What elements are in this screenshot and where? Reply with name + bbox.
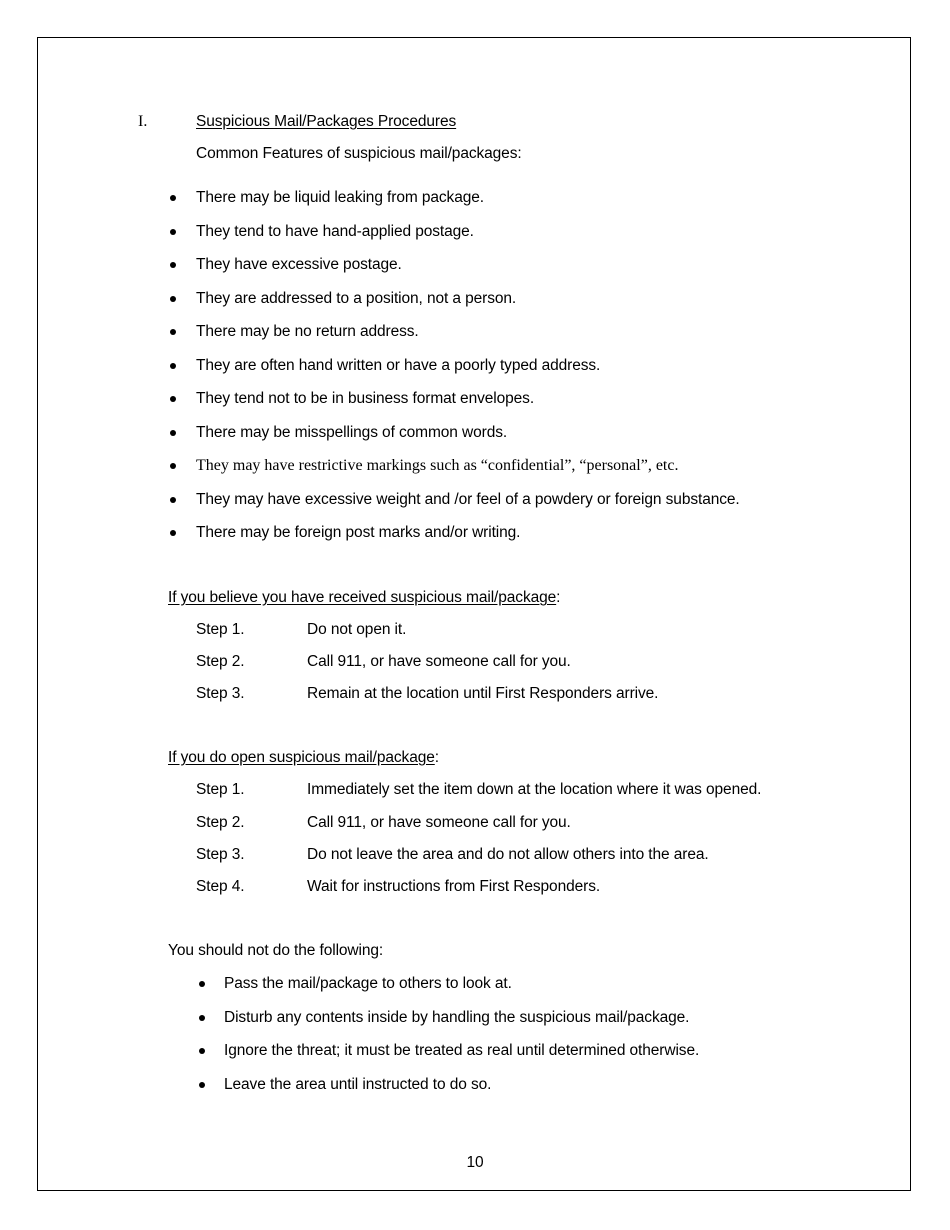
dont-text: Disturb any contents inside by handling the suspicious mail/package. (224, 1009, 690, 1026)
dont-text: Pass the mail/package to others to look at. (224, 975, 512, 992)
step-label: Step 4. (196, 878, 245, 895)
feature-text: There may be no return address. (196, 323, 419, 340)
step-text: Remain at the location until First Responders arrive. (307, 685, 659, 702)
bullet-icon (170, 396, 176, 402)
bullet-icon (199, 981, 205, 987)
step-text: Immediately set the item down at the location where it was opened. (307, 781, 762, 798)
bullet-icon (170, 229, 176, 235)
bullet-icon (199, 1082, 205, 1088)
section-intro: Common Features of suspicious mail/packages: (196, 145, 522, 162)
opened-heading-text: If you do open suspicious mail/package (168, 749, 435, 766)
bullet-icon (170, 329, 176, 335)
feature-text: They are often hand written or have a poorly typed address. (196, 357, 601, 374)
feature-text: They have excessive postage. (196, 256, 402, 273)
bullet-icon (170, 195, 176, 201)
step-text: Call 911, or have someone call for you. (307, 653, 571, 670)
feature-text: They are addressed to a position, not a person. (196, 290, 517, 307)
bullet-icon (199, 1015, 205, 1021)
bullet-icon (170, 363, 176, 369)
dont-text: Ignore the threat; it must be treated as real until determined otherwise. (224, 1042, 700, 1059)
page-number: 10 (466, 1154, 484, 1171)
bullet-icon (170, 430, 176, 436)
step-label: Step 2. (196, 653, 245, 670)
received-heading-text: If you believe you have received suspicious mail/package (168, 589, 557, 606)
opened-heading (168, 748, 439, 768)
section-title: Suspicious Mail/Packages Procedures (196, 113, 457, 130)
feature-text: They tend not to be in business format envelopes. (196, 390, 535, 407)
step-text: Call 911, or have someone call for you. (307, 814, 571, 831)
section-number: I. (138, 113, 148, 130)
received-heading-colon: : (556, 589, 561, 606)
received-heading (168, 588, 560, 608)
step-label: Step 3. (196, 685, 245, 702)
donts-heading: You should not do the following: (168, 942, 384, 959)
bullet-icon (170, 530, 176, 536)
step-label: Step 1. (196, 621, 245, 638)
bullet-icon (199, 1048, 205, 1054)
opened-heading-colon: : (434, 749, 439, 766)
feature-text: There may be liquid leaking from package. (196, 189, 484, 206)
bullet-icon (170, 296, 176, 302)
step-label: Step 3. (196, 846, 245, 863)
step-text: Do not leave the area and do not allow others into the area. (307, 846, 709, 863)
step-label: Step 2. (196, 814, 245, 831)
dont-text: Leave the area until instructed to do so. (224, 1076, 492, 1093)
bullet-icon (170, 497, 176, 503)
step-text: Wait for instructions from First Responders. (307, 878, 601, 895)
feature-text: There may be foreign post marks and/or writing. (196, 524, 521, 541)
bullet-icon (170, 262, 176, 268)
feature-text: There may be misspellings of common words. (196, 424, 508, 441)
feature-text: They tend to have hand-applied postage. (196, 223, 474, 240)
bullet-icon (170, 463, 176, 469)
feature-text: They may have restrictive markings such as “confidential”, “personal”, etc. (196, 457, 679, 474)
step-text: Do not open it. (307, 621, 407, 638)
feature-text: They may have excessive weight and /or feel of a powdery or foreign substance. (196, 491, 740, 508)
step-label: Step 1. (196, 781, 245, 798)
